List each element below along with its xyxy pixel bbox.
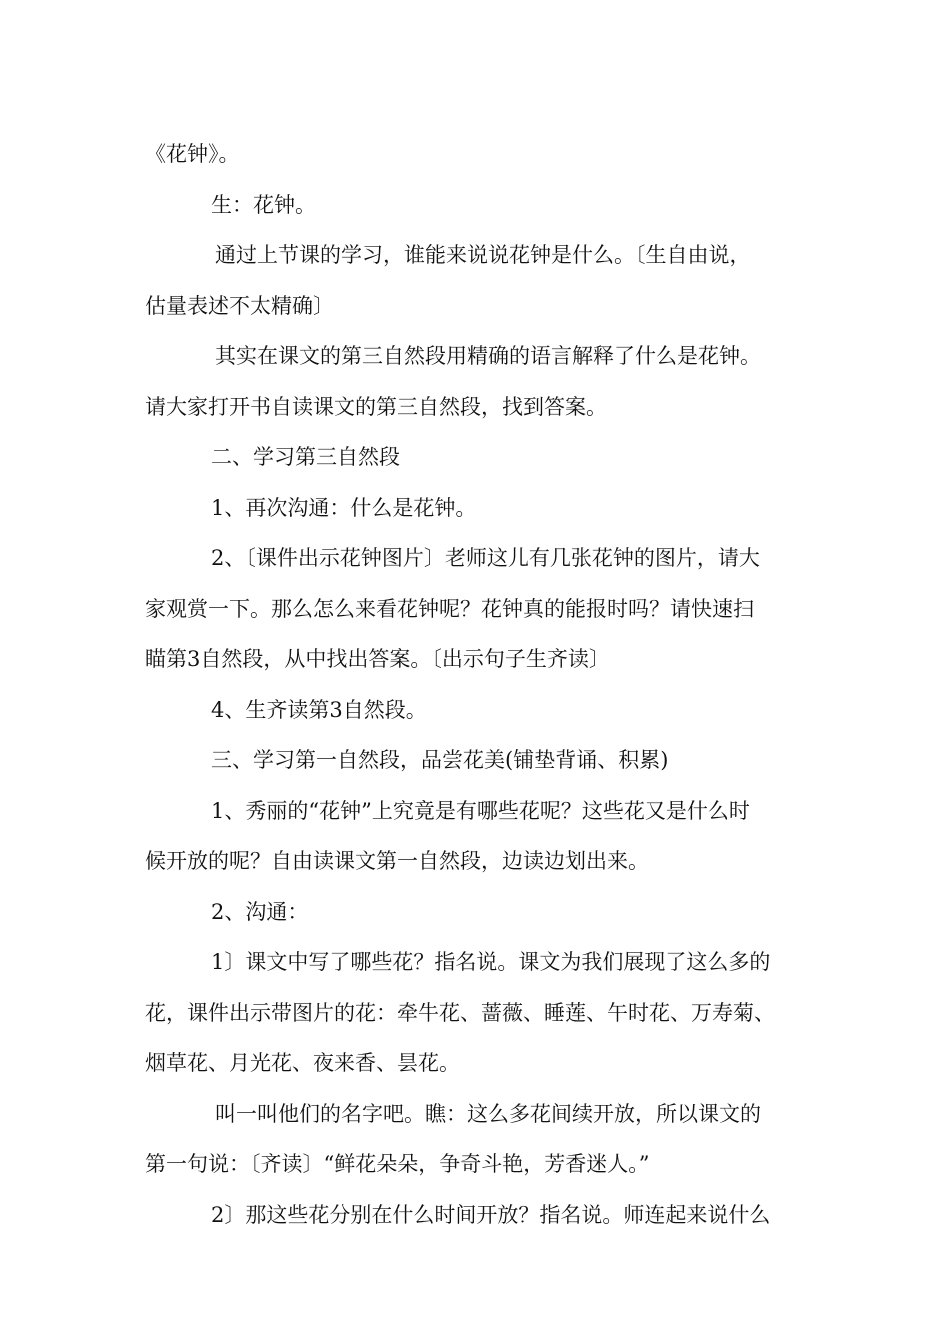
text-line: 《花钟》。 — [145, 142, 240, 166]
text-line: 瞄第3自然段，从中找出答案。〔出示句子生齐读〕 — [145, 647, 610, 671]
text-line: 1〕课文中写了哪些花？指名说。课文为我们展现了这么多的 — [211, 950, 771, 974]
text-line: 第一句说：〔齐读〕“鲜花朵朵，争奇斗艳，芳香迷人。” — [145, 1152, 650, 1176]
lesson-plan-text — [145, 129, 835, 1240]
text-line: 2、沟通： — [211, 899, 309, 924]
text-line: 1、再次沟通：什么是花钟。 — [211, 495, 477, 520]
text-line: 1、秀丽的“花钟”上究竟是有哪些花呢？这些花又是什么时 — [211, 798, 750, 823]
text-line: 生：花钟。 — [211, 192, 316, 217]
text-line: 叫一叫他们的名字吧。瞧：这么多花间续开放，所以课文的 — [215, 1101, 761, 1126]
text-line: 家观赏一下。那么怎么来看花钟呢？花钟真的能报时吗？请快速扫 — [145, 596, 754, 621]
text-line: 通过上节课的学习，谁能来说说花钟是什么。〔生自由说， — [215, 243, 751, 267]
text-line: 其实在课文的第三自然段用精确的语言解释了什么是花钟。 — [215, 344, 761, 368]
section-heading: 二、学习第三自然段 — [211, 445, 400, 469]
text-line: 烟草花、月光花、夜来香、昙花。 — [145, 1051, 460, 1075]
section-heading: 三、学习第一自然段，品尝花美(铺垫背诵、积累) — [211, 748, 669, 772]
text-line: 2〕那这些花分别在什么时间开放？指名说。师连起来说什么 — [211, 1202, 771, 1227]
text-line: 估量表述不太精确〕 — [145, 293, 334, 318]
text-line: 2、〔课件出示花钟图片〕老师这儿有几张花钟的图片，请大 — [211, 546, 760, 570]
text-line: 花，课件出示带图片的花：牵牛花、蔷薇、睡莲、午时花、万寿菊、 — [145, 1000, 775, 1025]
text-line: 候开放的呢？自由读课文第一自然段，边读边划出来。 — [145, 849, 649, 873]
text-line: 4、生齐读第3自然段。 — [211, 697, 427, 722]
text-line: 请大家打开书自读课文的第三自然段，找到答案。 — [145, 394, 607, 419]
